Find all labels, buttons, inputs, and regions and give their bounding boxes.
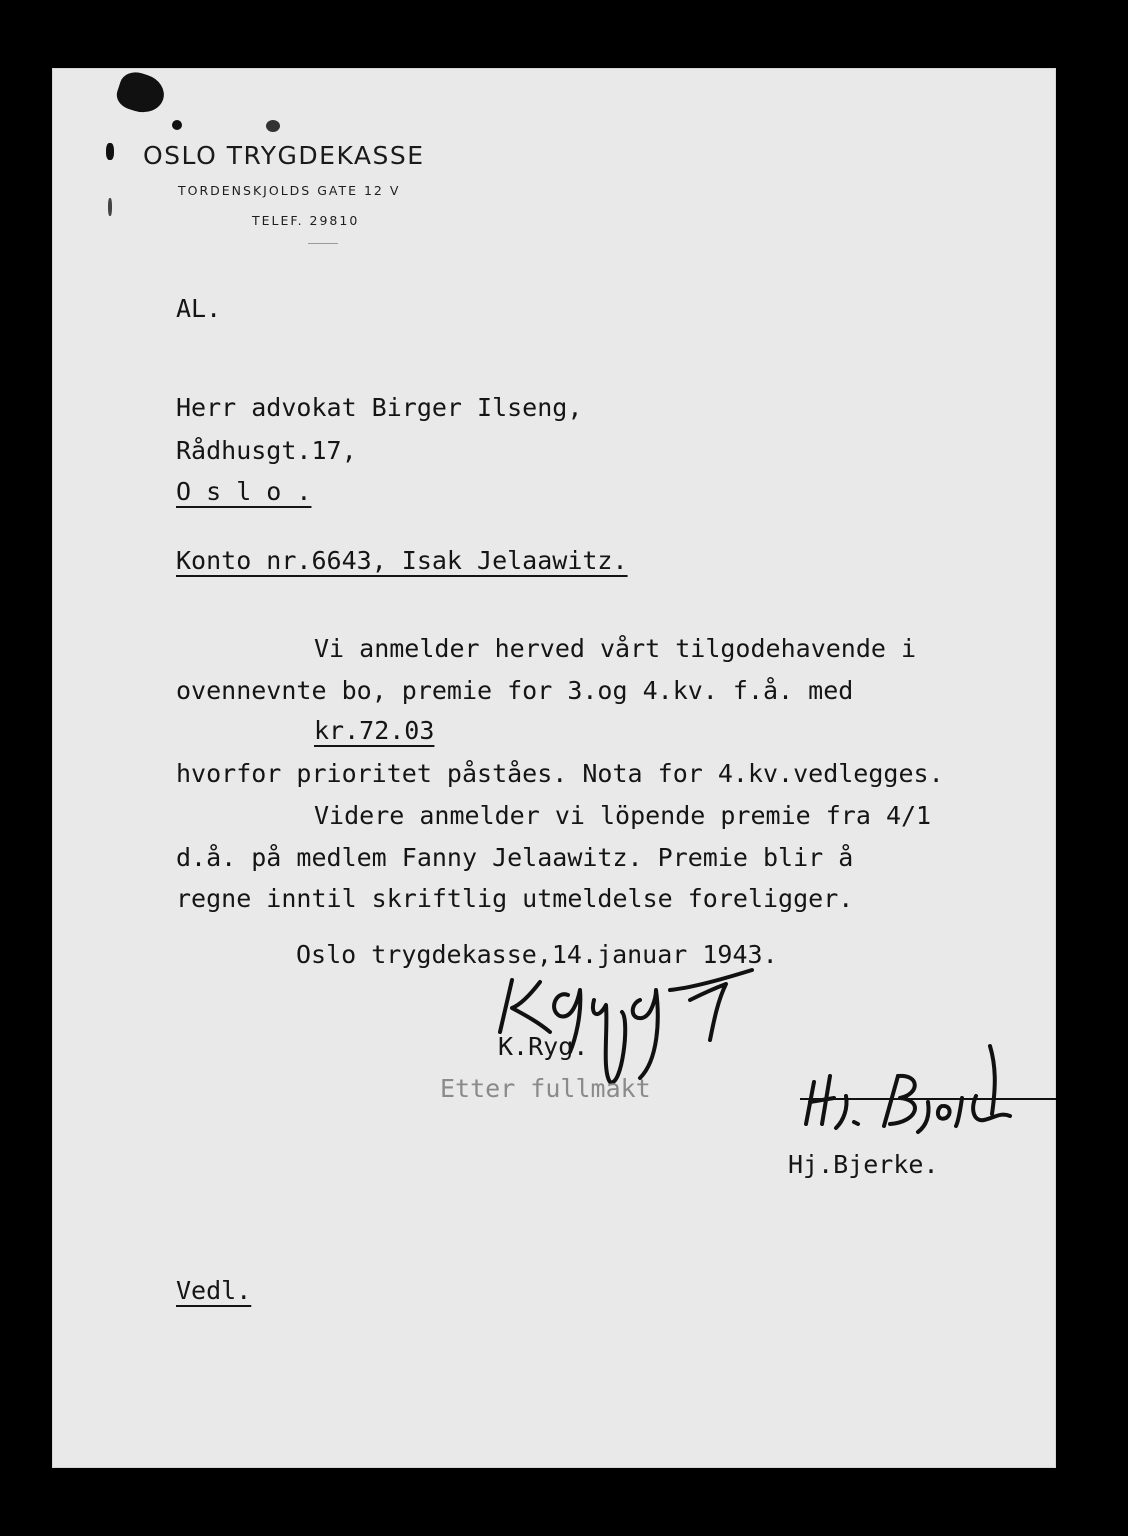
reference-code: AL. bbox=[176, 294, 222, 323]
signature-line bbox=[800, 1098, 1056, 1100]
body-line: regne inntil skriftlig utmeldelse foreligger. bbox=[176, 884, 854, 913]
signer-name-left: K.Ryg. bbox=[498, 1032, 589, 1061]
recipient-line-1: Herr advokat Birger Ilseng, bbox=[176, 393, 583, 422]
recipient-city: O s l o . bbox=[176, 477, 312, 506]
body-line: hvorfor prioritet påståes. Nota for 4.kv.vedlegges. bbox=[176, 759, 944, 788]
enclosure-note: Vedl. bbox=[176, 1276, 252, 1305]
ink-mark bbox=[108, 198, 112, 216]
letterhead-name: OSLO TRYGDEKASSE bbox=[143, 141, 425, 170]
amount: kr.72.03 bbox=[314, 716, 435, 745]
ink-dot bbox=[172, 120, 182, 130]
ink-mark bbox=[106, 143, 114, 160]
signer-name-right: Hj.Bjerke. bbox=[788, 1150, 939, 1179]
ink-dot bbox=[266, 120, 280, 132]
subject-line: Konto nr.6643, Isak Jelaawitz. bbox=[176, 546, 628, 575]
body-line: ovennevnte bo, premie for 3.og 4.kv. f.å. med bbox=[176, 676, 854, 705]
letterhead-telephone: TELEF. 29810 bbox=[252, 213, 360, 228]
proxy-note: Etter fullmakt bbox=[440, 1074, 651, 1103]
letterhead-address: TORDENSKJOLDS GATE 12 V bbox=[178, 183, 401, 198]
dateline: Oslo trygdekasse,14.januar 1943. bbox=[296, 940, 778, 969]
body-line: Videre anmelder vi löpende premie fra 4/1 bbox=[314, 801, 932, 830]
letterhead-rule bbox=[308, 243, 338, 244]
recipient-line-2: Rådhusgt.17, bbox=[176, 436, 357, 465]
signature-hj-bjerke bbox=[800, 1046, 1030, 1136]
body-line: d.å. på medlem Fanny Jelaawitz. Premie blir å bbox=[176, 843, 854, 872]
body-line: Vi anmelder herved vårt tilgodehavende i bbox=[314, 634, 917, 663]
